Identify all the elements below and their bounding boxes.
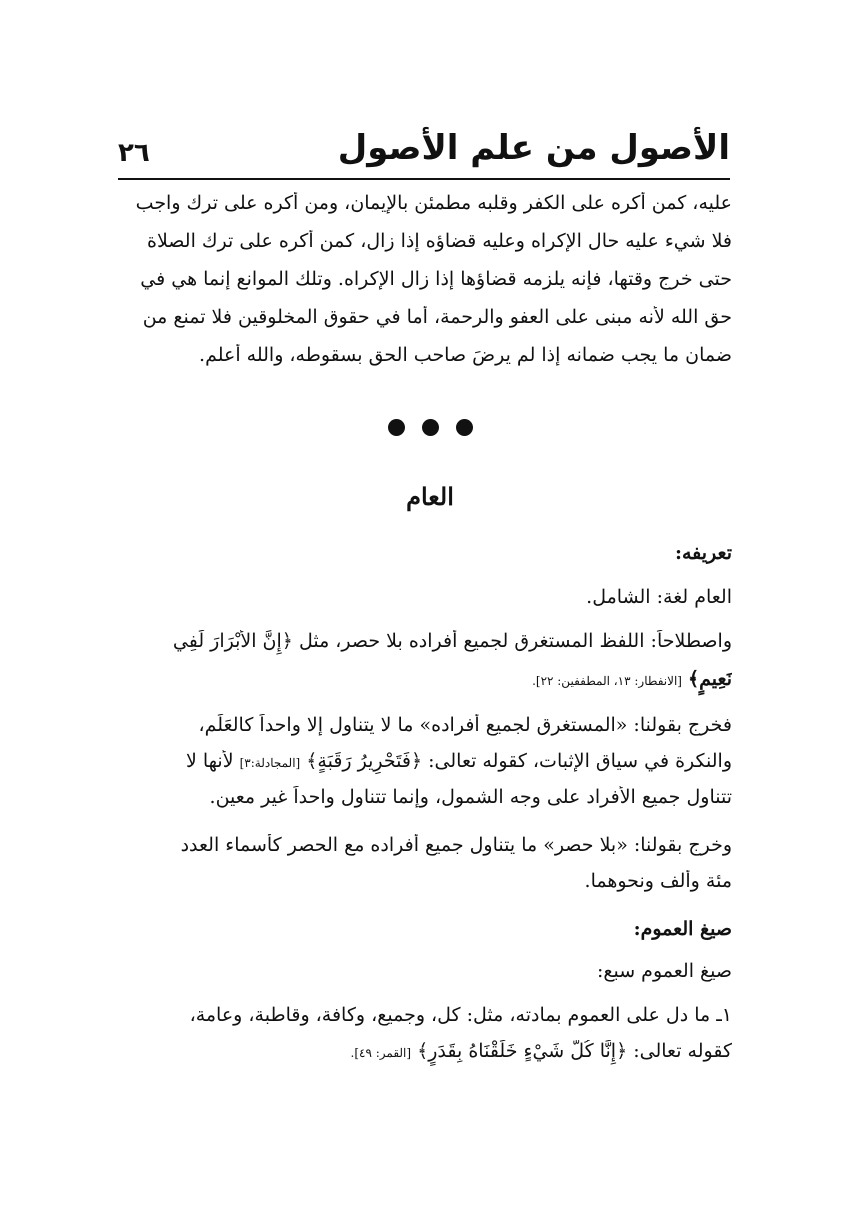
- text-line: [110, 750, 732, 786]
- line-text: والنكرة في سياق الإثبات، كقوله تعالى: ﴿فَتَحْرِيرُ رَقَبَةٍ﴾: [306, 750, 732, 772]
- term-definition-line: [110, 668, 732, 706]
- definition-heading: تعريفه:: [674, 542, 732, 564]
- text-line: فلا شيء عليه حال الإكراه وعليه قضاؤه إذا زال، كمن أكره على ترك الصلاة: [147, 230, 732, 252]
- verse-reference: [الانفطار: ١٣، المطففين: ٢٢].: [532, 674, 682, 688]
- forms-block: [110, 918, 732, 1076]
- exclusion-block-1: [110, 714, 732, 822]
- text-line: فخرج بقولنا: «المستغرق لجميع أفراده» ما لا يتناول إلا واحداً كالعَلَم،: [198, 714, 732, 736]
- top-paragraph: [110, 192, 732, 382]
- section-title: العام: [406, 482, 454, 511]
- page-header: [118, 128, 730, 180]
- text-line: تتناول جميع الأفراد على وجه الشمول، وإنما تتناول واحداً غير معين.: [209, 786, 732, 808]
- text-line: حتى خرج وقتها، فإنه يلزمه قضاؤها إذا زال الإكراه. وتلك الموانع إنما هي في: [140, 268, 732, 290]
- text-line: ١ـ ما دل على العموم بمادته، مثل: كل، وجميع، وكافة، وقاطبة، وعامة،: [189, 1004, 732, 1026]
- forms-heading: صيغ العموم:: [633, 918, 732, 940]
- verse-reference: [القمر: ٤٩].: [350, 1046, 412, 1060]
- text-line: [110, 1040, 732, 1076]
- line-text: كقوله تعالى: ﴿إِنَّا كُلَّ شَيْءٍ خَلَقْنَاهُ بِقَدَرٍ﴾: [417, 1040, 732, 1062]
- running-title: الأصول من علم الأصول: [337, 128, 730, 168]
- text-line: وخرج بقولنا: «بلا حصر» ما يتناول جميع أفراده مع الحصر كأسماء العدد: [180, 834, 732, 856]
- separator-dot: [456, 419, 473, 436]
- separator-dot: [422, 419, 439, 436]
- definition-block: [110, 542, 732, 706]
- verse: نَعِيمٍ﴾: [688, 668, 732, 690]
- forms-intro: صيغ العموم سبع:: [596, 960, 732, 982]
- language-definition: العام لغة: الشامل.: [586, 586, 732, 608]
- text-line: عليه، كمن أكره على الكفر وقلبه مطمئن بالإيمان، ومن أكره على ترك واجب: [135, 192, 732, 214]
- separator-dot: [388, 419, 405, 436]
- text-line: مئة وألف ونحوهما.: [584, 870, 732, 892]
- verse-reference: [المجادلة:٣]: [239, 756, 301, 770]
- text-line: ضمان ما يجب ضمانه إذا لم يرضَ صاحب الحق بسقوطه، والله أعلم.: [199, 344, 732, 366]
- header-rule: [118, 178, 730, 180]
- section-separator: [386, 419, 476, 439]
- page-number: ٢٦: [118, 138, 150, 168]
- line-text: لأنها لا: [185, 750, 234, 772]
- exclusion-block-2: [110, 834, 732, 906]
- term-definition-line: واصطلاحاً: اللفظ المستغرق لجميع أفراده بلا حصر، مثل ﴿إِنَّ الأَبْرَارَ لَفِي: [172, 630, 732, 652]
- text-line: حق الله لأنه مبنى على العفو والرحمة، أما في حقوق المخلوقين فلا تمنع من: [142, 306, 732, 328]
